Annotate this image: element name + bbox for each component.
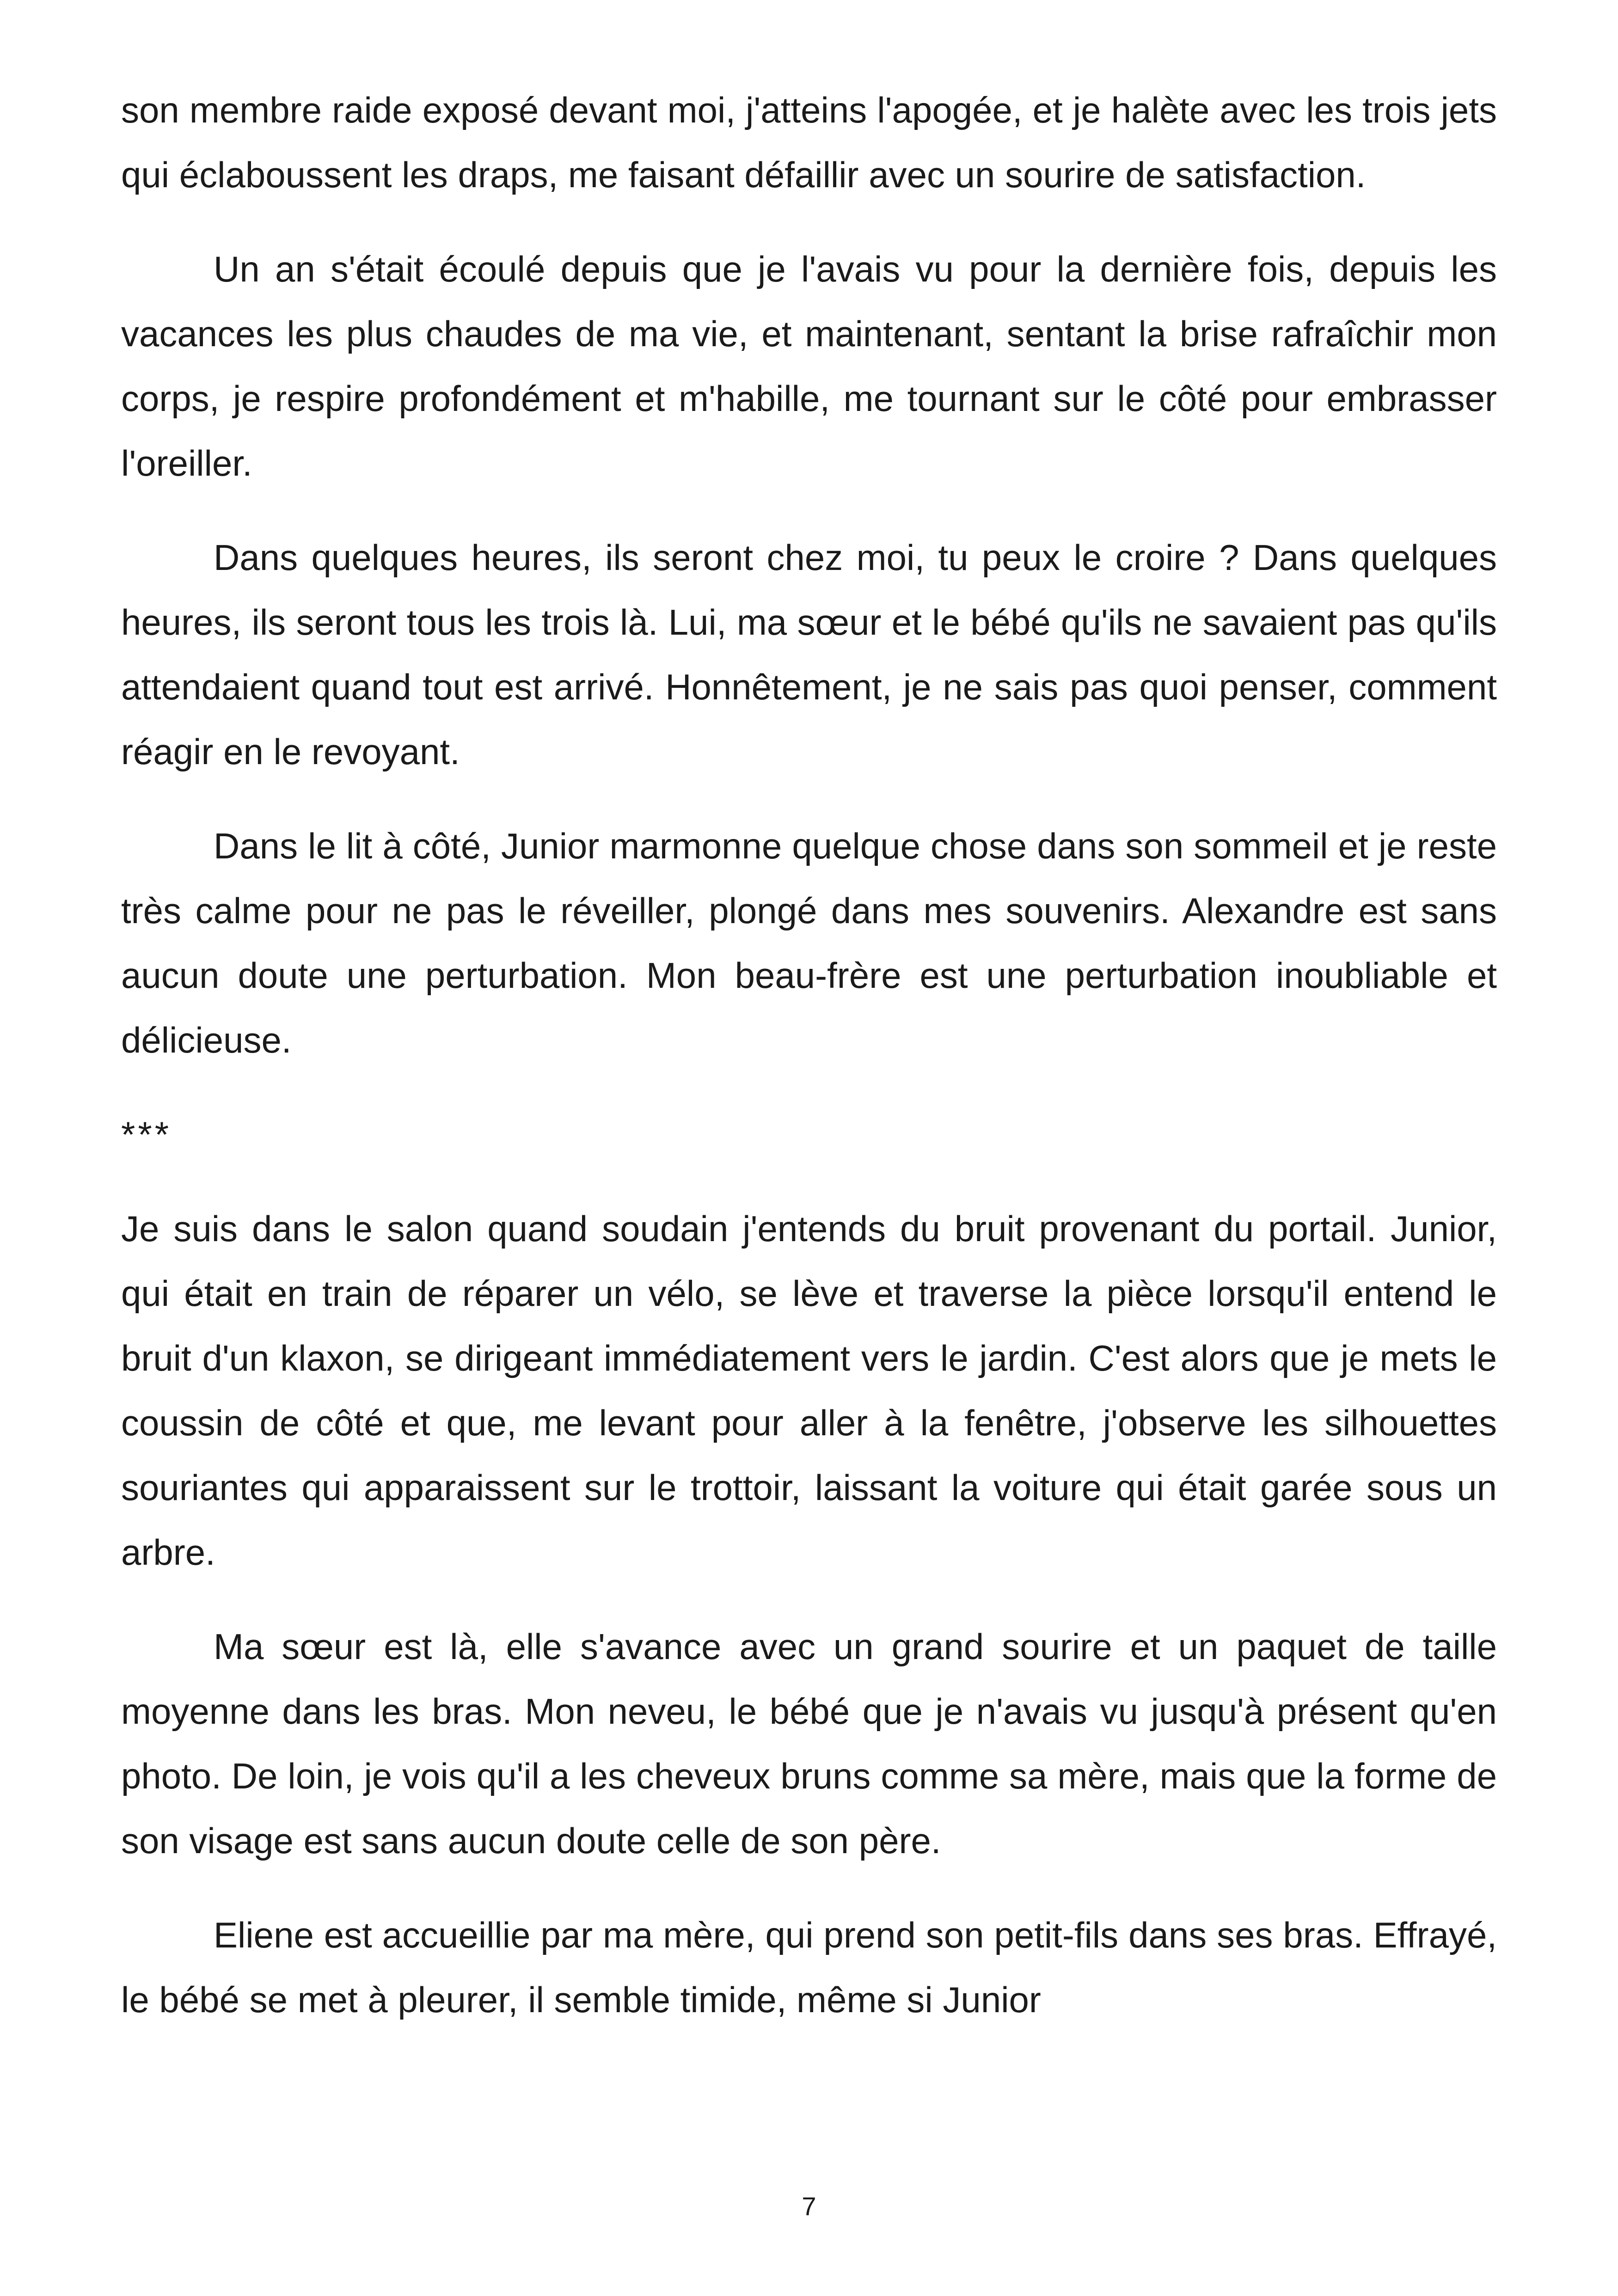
paragraph: Dans quelques heures, ils seront chez moi, tu peux le croire ? Dans quelques heures, ils seront tous les trois là. Lui, ma sœur et le bébé qu'ils ne savaient pas qu'ils attendaient quand tout est arrivé. Honnêtement, je ne sais pas quoi penser, comment réagir en le revoyant. — [121, 537, 1497, 772]
paragraph: Un an s'était écoulé depuis que je l'avais vu pour la dernière fois, depuis les vacances les plus chaudes de ma vie, et maintenant, sentant la brise rafraîchir mon corps, je respire profondément et m'habille, me tournant sur le côté pour embrasser l'oreiller. — [121, 249, 1497, 484]
paragraph-continuation: son membre raide exposé devant moi, j'atteins l'apogée, et je halète avec les trois jets qui éclaboussent les draps, me faisant défaillir avec un sourire de satisfaction. — [121, 90, 1497, 195]
body-text — [121, 78, 1497, 2062]
paragraph-continues: Eliene est accueillie par ma mère, qui prend son petit-fils dans ses bras. Effrayé, le bébé se met à pleurer, il semble timide, même si Junior — [121, 1915, 1497, 2020]
paragraph: Ma sœur est là, elle s'avance avec un grand sourire et un paquet de taille moyenne dans les bras. Mon neveu, le bébé que je n'avais vu jusqu'à présent qu'en photo. De loin, je vois qu'il a les cheveux bruns comme sa mère, mais que la forme de son visage est sans aucun doute celle de son père. — [121, 1626, 1497, 1861]
scene-break: *** — [121, 1114, 172, 1155]
paragraph: Je suis dans le salon quand soudain j'entends du bruit provenant du portail. Junior, qui était en train de réparer un vélo, se lève et traverse la pièce lorsqu'il entend le bruit d'un klaxon, se dirigeant immédiatement vers le jardin. C'est alors que je mets le coussin de côté et que, me levant pour aller à la fenêtre, j'observe les silhouettes souriantes qui apparaissent sur le trottoir, laissant la voiture qui était garée sous un arbre. — [121, 1208, 1497, 1573]
page-number: 7 — [802, 2192, 816, 2221]
paragraph: Dans le lit à côté, Junior marmonne quelque chose dans son sommeil et je reste très calme pour ne pas le réveiller, plongé dans mes souvenirs. Alexandre est sans aucun doute une perturbation. Mon beau-frère est une perturbation inoubliable et délicieuse. — [121, 826, 1497, 1060]
